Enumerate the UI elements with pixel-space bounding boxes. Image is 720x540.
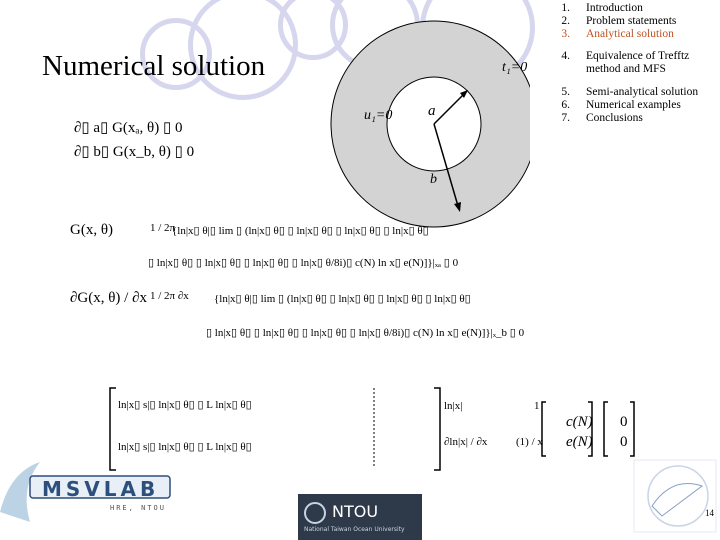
msvlab-subtitle: HRE, NTOU xyxy=(110,504,166,512)
toc-item-label: Introduction xyxy=(586,2,643,14)
toc-item-number: 6. xyxy=(561,99,570,111)
toc-item-number: 1. xyxy=(561,2,570,14)
toc-item-label-line-2: method and MFS xyxy=(586,63,666,75)
radius-b-label: b xyxy=(430,172,437,187)
g-row-1: {ln|x▯ θ|▯ lim ▯ (ln|x▯ θ▯ ▯ ln|x▯ θ▯ ▯ ln|x▯ θ▯ ▯ ln|x▯ θ▯ xyxy=(172,225,429,237)
outer-bc-label: t₁=0 xyxy=(502,60,528,75)
annulus-diagram xyxy=(330,20,530,230)
matrix-row-2: ln|x▯ s|▯ ln|x▯ θ▯ ▯ L ln|x▯ θ▯ xyxy=(118,441,252,453)
matrix-row-1: ln|x▯ s|▯ ln|x▯ θ▯ ▯ L ln|x▯ θ▯ xyxy=(118,399,252,411)
inner-bc-label: u₁=0 xyxy=(364,108,393,123)
page-number: 14 xyxy=(705,508,714,518)
corner-decoration xyxy=(632,456,718,536)
toc-item-label: Problem statements xyxy=(586,15,677,27)
ntou-logo xyxy=(298,494,422,540)
msvlab-wordmark: MSVLAB xyxy=(42,477,160,501)
toc-item-label: Conclusions xyxy=(586,112,643,124)
vector-e: e(N) xyxy=(566,434,593,450)
toc-item-number: 7. xyxy=(561,112,570,124)
ntou-mark-icon xyxy=(304,502,326,524)
dg-frac: 1 / 2π ∂x xyxy=(150,290,189,302)
bc-equation-2: ∂▯ b▯ G(x_b, θ) ▯ 0 xyxy=(74,144,195,160)
matrix-mid-1: ln|x| xyxy=(444,400,463,412)
toc-item-number: 3. xyxy=(561,28,570,40)
g-frac: 1 / 2π xyxy=(150,222,176,234)
toc-item-number: 2. xyxy=(561,15,570,27)
dg-row-1: {ln|x▯ θ|▯ lim ▯ (ln|x▯ θ▯ ▯ ln|x▯ θ▯ ▯ ln|x▯ θ▯ ▯ ln|x▯ θ▯ xyxy=(214,293,471,305)
vector-c: c(N) xyxy=(566,414,593,430)
slide-title: Numerical solution xyxy=(42,50,266,82)
dg-row-2: ▯ ln|x▯ θ▯ ▯ ln|x▯ θ▯ ▯ ln|x▯ θ▯ ▯ ln|x▯ θ/8i)▯ c(N) ln x▯ e(N)]}|ₓ_b ▯ 0 xyxy=(206,327,525,339)
bc-equation-1: ∂▯ a▯ G(xₐ, θ) ▯ 0 xyxy=(74,120,183,136)
rhs-2: 0 xyxy=(620,434,628,450)
radius-a-label: a xyxy=(428,103,436,119)
g-row-2: ▯ ln|x▯ θ▯ ▯ ln|x▯ θ▯ ▯ ln|x▯ θ▯ ▯ ln|x▯ θ/8i)▯ c(N) ln x▯ e(N)]}|ₓₐ ▯ 0 xyxy=(148,257,459,269)
matrix-col-2: (1) / x xyxy=(516,436,543,448)
toc-item-label: Semi-analytical solution xyxy=(586,86,699,98)
dg-lhs: ∂G(x, θ) / ∂x xyxy=(70,290,147,306)
toc-item-label: Equivalence of Trefftz xyxy=(586,50,690,62)
matrix-col-1: 1 xyxy=(534,400,540,412)
toc-item-number: 5. xyxy=(561,86,570,98)
g-lhs: G(x, θ) xyxy=(70,222,114,238)
ntou-subtitle: National Taiwan Ocean University xyxy=(304,526,405,533)
toc-item-label: Analytical solution xyxy=(586,28,674,40)
rhs-1: 0 xyxy=(620,414,628,430)
matrix-mid-2: ∂ln|x| / ∂x xyxy=(444,436,488,448)
toc-item-number: 4. xyxy=(561,50,570,62)
toc-item-label: Numerical examples xyxy=(586,99,681,111)
ntou-wordmark: NTOU xyxy=(332,502,379,521)
